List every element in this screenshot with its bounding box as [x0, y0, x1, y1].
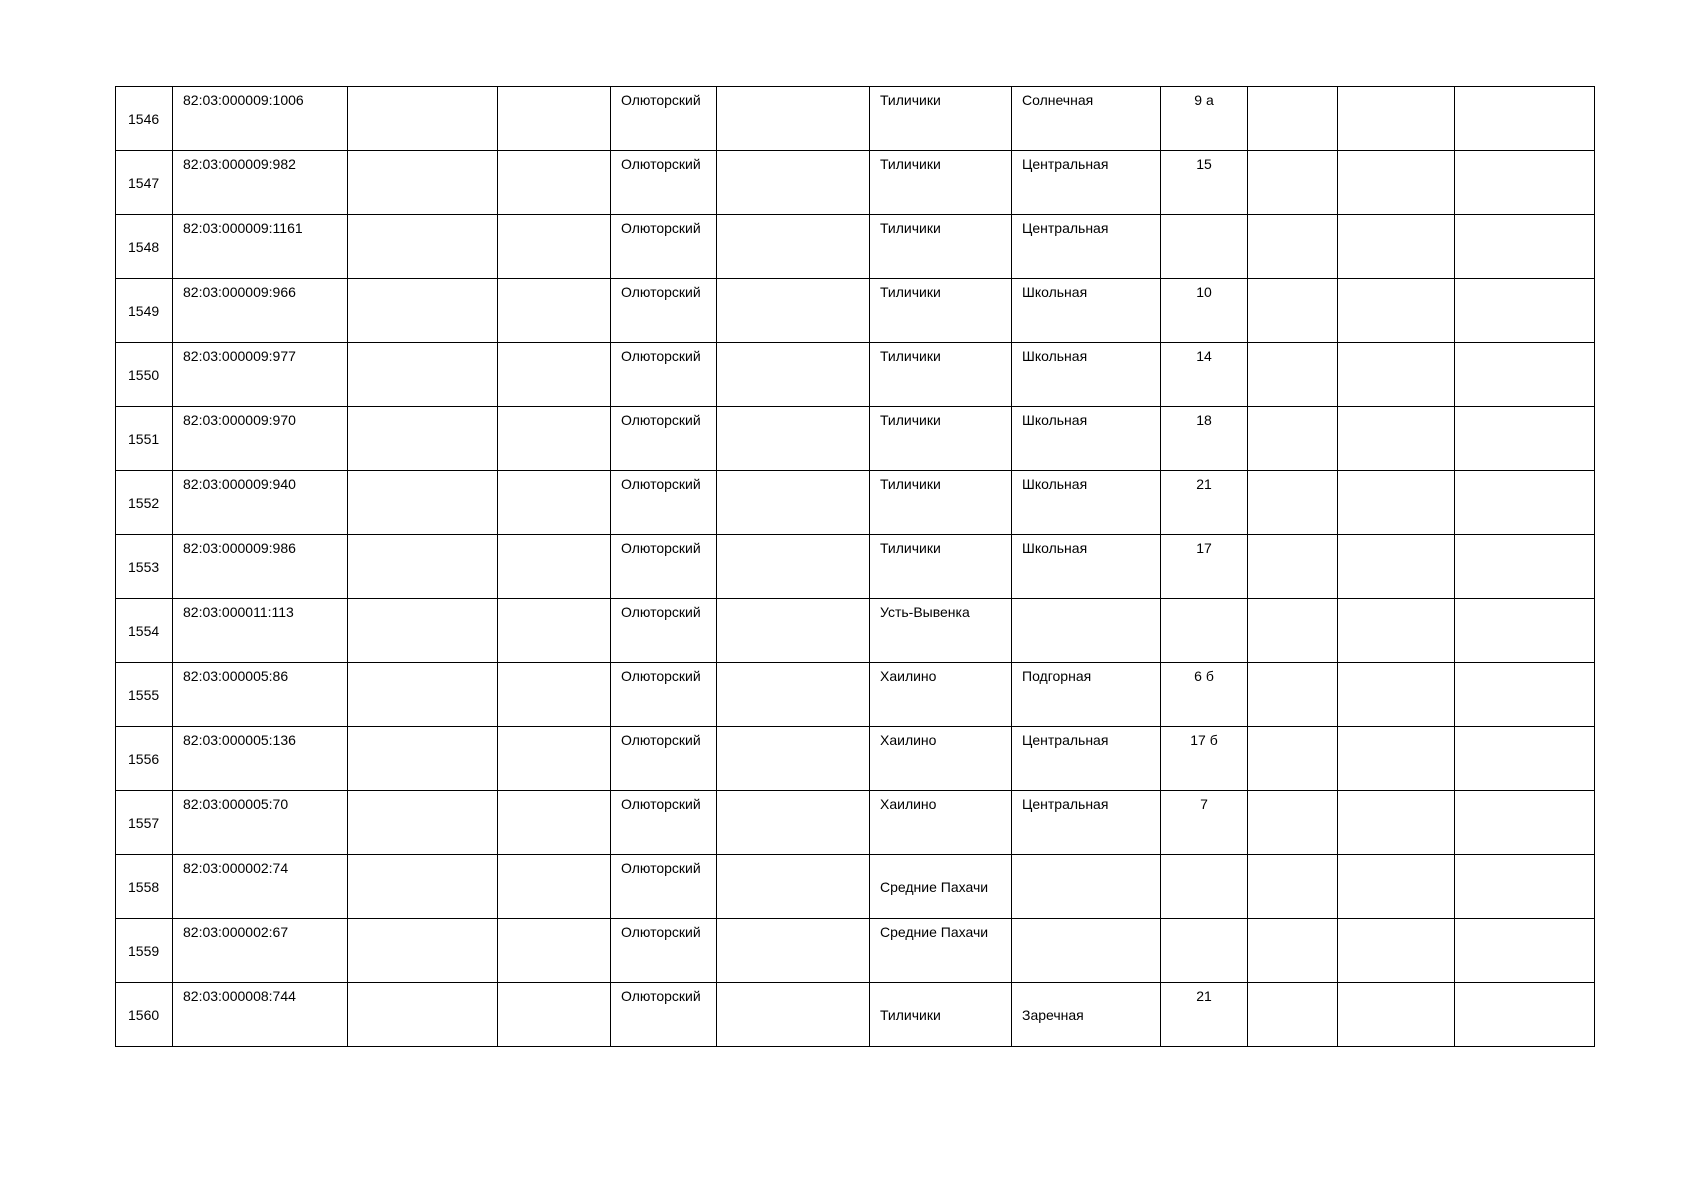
empty-cell: [1248, 535, 1338, 599]
empty-cell: [1248, 983, 1338, 1047]
empty-cell: [1338, 663, 1455, 727]
locality-cell: Средние Пахачи: [870, 855, 1012, 919]
empty-cell: [717, 279, 870, 343]
empty-cell: [498, 343, 611, 407]
cadastral-number: 82:03:000009:986: [173, 535, 348, 599]
empty-cell: [1455, 151, 1595, 215]
house-cell: 14: [1161, 343, 1248, 407]
cadastral-number: 82:03:000005:86: [173, 663, 348, 727]
empty-cell: [1248, 727, 1338, 791]
empty-cell: [1248, 663, 1338, 727]
empty-cell: [1248, 215, 1338, 279]
empty-cell: [348, 343, 498, 407]
row-number: 1546: [116, 87, 173, 151]
empty-cell: [498, 727, 611, 791]
table-row: [116, 407, 1595, 471]
locality-cell: Тиличики: [870, 87, 1012, 151]
district-cell: Олюторский: [611, 151, 717, 215]
empty-cell: [717, 599, 870, 663]
street-cell: Школьная: [1012, 343, 1161, 407]
empty-cell: [717, 343, 870, 407]
street-cell: Заречная: [1012, 983, 1161, 1047]
empty-cell: [1248, 919, 1338, 983]
empty-cell: [717, 407, 870, 471]
empty-cell: [348, 151, 498, 215]
empty-cell: [717, 855, 870, 919]
house-cell: 17 б: [1161, 727, 1248, 791]
empty-cell: [498, 279, 611, 343]
street-cell: Школьная: [1012, 471, 1161, 535]
table-row: [116, 535, 1595, 599]
empty-cell: [717, 215, 870, 279]
cadastral-number: 82:03:000005:70: [173, 791, 348, 855]
street-cell: Подгорная: [1012, 663, 1161, 727]
empty-cell: [1455, 215, 1595, 279]
house-cell: 15: [1161, 151, 1248, 215]
empty-cell: [498, 791, 611, 855]
empty-cell: [717, 919, 870, 983]
empty-cell: [348, 855, 498, 919]
empty-cell: [1455, 663, 1595, 727]
street-cell: [1012, 599, 1161, 663]
empty-cell: [348, 983, 498, 1047]
empty-cell: [717, 663, 870, 727]
locality-cell: Хаилино: [870, 791, 1012, 855]
street-cell: [1012, 919, 1161, 983]
district-cell: Олюторский: [611, 471, 717, 535]
registry-table: [115, 86, 1595, 1047]
empty-cell: [1248, 407, 1338, 471]
house-cell: 9 а: [1161, 87, 1248, 151]
empty-cell: [1248, 279, 1338, 343]
table-row: [116, 471, 1595, 535]
street-cell: Школьная: [1012, 407, 1161, 471]
empty-cell: [1338, 471, 1455, 535]
row-number: 1555: [116, 663, 173, 727]
row-number: 1557: [116, 791, 173, 855]
empty-cell: [348, 279, 498, 343]
district-cell: Олюторский: [611, 983, 717, 1047]
empty-cell: [1455, 279, 1595, 343]
cadastral-number: 82:03:000009:982: [173, 151, 348, 215]
house-cell: 17: [1161, 535, 1248, 599]
district-cell: Олюторский: [611, 663, 717, 727]
empty-cell: [498, 599, 611, 663]
empty-cell: [1338, 599, 1455, 663]
row-number: 1558: [116, 855, 173, 919]
empty-cell: [1455, 983, 1595, 1047]
table-row: [116, 343, 1595, 407]
locality-cell: Тиличики: [870, 343, 1012, 407]
empty-cell: [1338, 343, 1455, 407]
table-row: [116, 599, 1595, 663]
cadastral-number: 82:03:000008:744: [173, 983, 348, 1047]
locality-cell: Усть-Вывенка: [870, 599, 1012, 663]
table-row: [116, 855, 1595, 919]
empty-cell: [348, 791, 498, 855]
table-row: [116, 919, 1595, 983]
locality-cell: Хаилино: [870, 727, 1012, 791]
table-row: [116, 87, 1595, 151]
row-number: 1552: [116, 471, 173, 535]
empty-cell: [1455, 343, 1595, 407]
empty-cell: [1455, 791, 1595, 855]
street-cell: Школьная: [1012, 535, 1161, 599]
cadastral-number: 82:03:000009:966: [173, 279, 348, 343]
empty-cell: [498, 919, 611, 983]
empty-cell: [498, 983, 611, 1047]
registry-body: [116, 87, 1595, 1047]
cadastral-number: 82:03:000005:136: [173, 727, 348, 791]
table-row: [116, 279, 1595, 343]
empty-cell: [1248, 791, 1338, 855]
table-row: [116, 791, 1595, 855]
district-cell: Олюторский: [611, 535, 717, 599]
empty-cell: [717, 535, 870, 599]
street-cell: Солнечная: [1012, 87, 1161, 151]
house-cell: 10: [1161, 279, 1248, 343]
district-cell: Олюторский: [611, 215, 717, 279]
table-row: [116, 983, 1595, 1047]
row-number: 1550: [116, 343, 173, 407]
empty-cell: [717, 791, 870, 855]
row-number: 1551: [116, 407, 173, 471]
district-cell: Олюторский: [611, 791, 717, 855]
district-cell: Олюторский: [611, 343, 717, 407]
empty-cell: [348, 87, 498, 151]
house-cell: [1161, 599, 1248, 663]
empty-cell: [1455, 535, 1595, 599]
empty-cell: [717, 727, 870, 791]
empty-cell: [1455, 855, 1595, 919]
street-cell: [1012, 855, 1161, 919]
empty-cell: [717, 471, 870, 535]
cadastral-number: 82:03:000009:1161: [173, 215, 348, 279]
house-cell: 18: [1161, 407, 1248, 471]
cadastral-number: 82:03:000009:970: [173, 407, 348, 471]
district-cell: Олюторский: [611, 919, 717, 983]
empty-cell: [348, 727, 498, 791]
empty-cell: [717, 983, 870, 1047]
house-cell: 6 б: [1161, 663, 1248, 727]
empty-cell: [1338, 151, 1455, 215]
empty-cell: [498, 471, 611, 535]
empty-cell: [1455, 407, 1595, 471]
district-cell: Олюторский: [611, 87, 717, 151]
district-cell: Олюторский: [611, 407, 717, 471]
empty-cell: [1338, 87, 1455, 151]
street-cell: Школьная: [1012, 279, 1161, 343]
empty-cell: [348, 919, 498, 983]
row-number: 1559: [116, 919, 173, 983]
locality-cell: Хаилино: [870, 663, 1012, 727]
house-cell: 21: [1161, 471, 1248, 535]
locality-cell: Тиличики: [870, 407, 1012, 471]
district-cell: Олюторский: [611, 599, 717, 663]
street-cell: Центральная: [1012, 791, 1161, 855]
table-row: [116, 727, 1595, 791]
empty-cell: [1248, 151, 1338, 215]
street-cell: Центральная: [1012, 151, 1161, 215]
empty-cell: [1338, 535, 1455, 599]
district-cell: Олюторский: [611, 727, 717, 791]
empty-cell: [1248, 471, 1338, 535]
cadastral-number: 82:03:000009:940: [173, 471, 348, 535]
empty-cell: [1338, 407, 1455, 471]
house-cell: [1161, 855, 1248, 919]
empty-cell: [1248, 343, 1338, 407]
empty-cell: [498, 535, 611, 599]
locality-cell: Тиличики: [870, 279, 1012, 343]
street-cell: Центральная: [1012, 215, 1161, 279]
empty-cell: [1455, 727, 1595, 791]
empty-cell: [1338, 919, 1455, 983]
empty-cell: [498, 215, 611, 279]
empty-cell: [717, 151, 870, 215]
empty-cell: [1338, 215, 1455, 279]
table-row: [116, 151, 1595, 215]
row-number: 1554: [116, 599, 173, 663]
empty-cell: [1338, 855, 1455, 919]
empty-cell: [348, 407, 498, 471]
row-number: 1556: [116, 727, 173, 791]
row-number: 1548: [116, 215, 173, 279]
locality-cell: Тиличики: [870, 983, 1012, 1047]
empty-cell: [498, 855, 611, 919]
cadastral-number: 82:03:000002:67: [173, 919, 348, 983]
cadastral-number: 82:03:000009:1006: [173, 87, 348, 151]
locality-cell: Тиличики: [870, 471, 1012, 535]
row-number: 1560: [116, 983, 173, 1047]
table-row: [116, 215, 1595, 279]
locality-cell: Тиличики: [870, 215, 1012, 279]
cadastral-number: 82:03:000009:977: [173, 343, 348, 407]
empty-cell: [1248, 855, 1338, 919]
empty-cell: [1338, 279, 1455, 343]
house-cell: [1161, 215, 1248, 279]
house-cell: [1161, 919, 1248, 983]
empty-cell: [1338, 727, 1455, 791]
locality-cell: Тиличики: [870, 535, 1012, 599]
empty-cell: [498, 663, 611, 727]
cadastral-number: 82:03:000011:113: [173, 599, 348, 663]
street-cell: Центральная: [1012, 727, 1161, 791]
empty-cell: [348, 535, 498, 599]
row-number: 1553: [116, 535, 173, 599]
empty-cell: [717, 87, 870, 151]
locality-cell: Средние Пахачи: [870, 919, 1012, 983]
empty-cell: [348, 471, 498, 535]
empty-cell: [1455, 471, 1595, 535]
empty-cell: [1455, 599, 1595, 663]
row-number: 1549: [116, 279, 173, 343]
district-cell: Олюторский: [611, 855, 717, 919]
district-cell: Олюторский: [611, 279, 717, 343]
empty-cell: [498, 407, 611, 471]
locality-cell: Тиличики: [870, 151, 1012, 215]
empty-cell: [1248, 599, 1338, 663]
empty-cell: [1338, 791, 1455, 855]
house-cell: 7: [1161, 791, 1248, 855]
empty-cell: [348, 599, 498, 663]
empty-cell: [1338, 983, 1455, 1047]
cadastral-number: 82:03:000002:74: [173, 855, 348, 919]
row-number: 1547: [116, 151, 173, 215]
empty-cell: [1455, 919, 1595, 983]
empty-cell: [348, 215, 498, 279]
empty-cell: [498, 87, 611, 151]
empty-cell: [348, 663, 498, 727]
empty-cell: [1248, 87, 1338, 151]
empty-cell: [498, 151, 611, 215]
empty-cell: [1455, 87, 1595, 151]
table-row: [116, 663, 1595, 727]
house-cell: 21: [1161, 983, 1248, 1047]
